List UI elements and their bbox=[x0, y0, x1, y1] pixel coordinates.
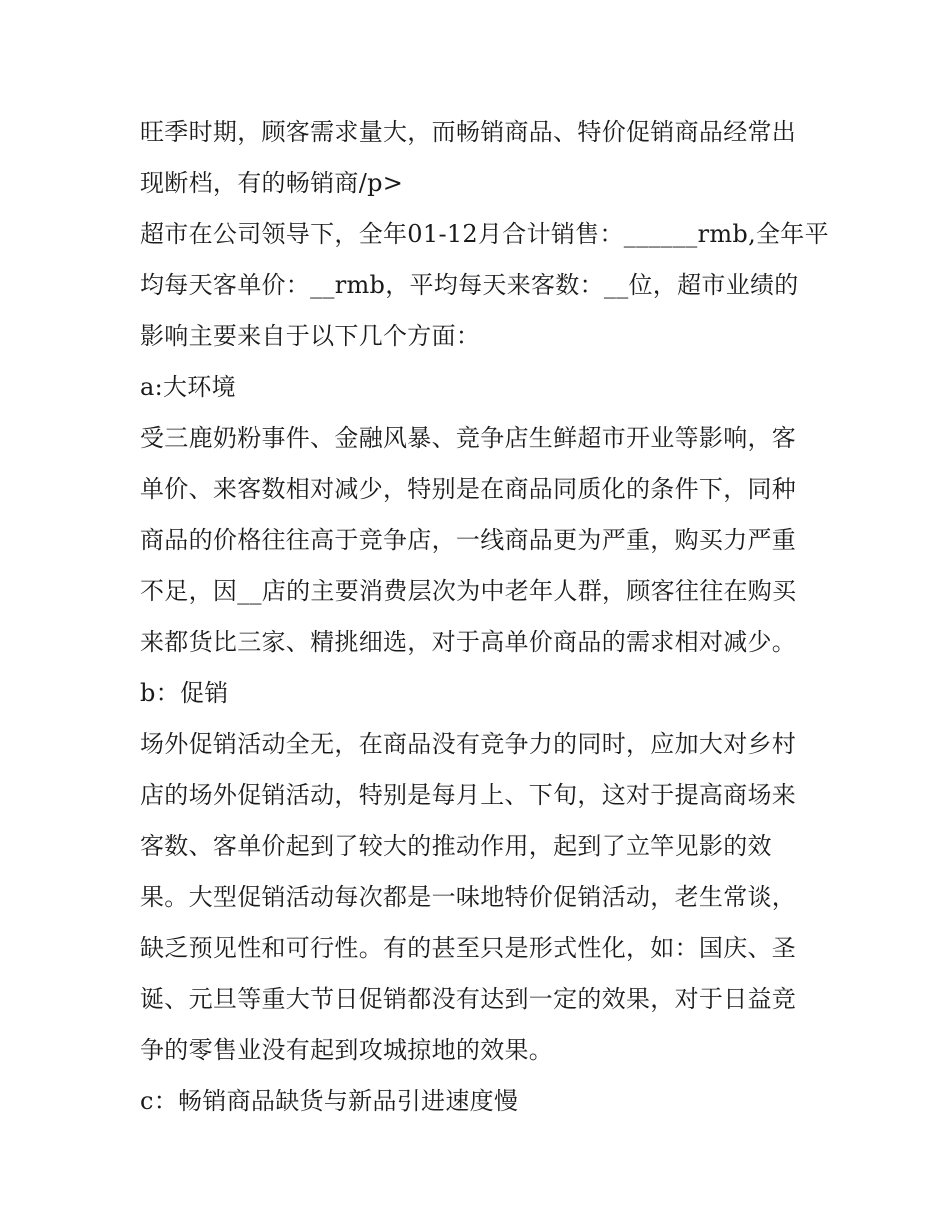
text-line: 旺季时期，顾客需求量大，而畅销商品、特价促销商品经常出 bbox=[140, 118, 797, 146]
text-line: 缺乏预见性和可行性。有的甚至只是形式性化，如：国庆、圣 bbox=[140, 934, 797, 962]
text-line: 诞、元旦等重大节日促销都没有达到一定的效果，对于日益竞 bbox=[140, 985, 797, 1013]
text-line: 场外促销活动全无，在商品没有竞争力的同时，应加大对乡村 bbox=[140, 730, 797, 758]
text-line: 店的场外促销活动，特别是每月上、下旬，这对于提高商场来 bbox=[140, 781, 797, 809]
section-heading-b: b：促销 bbox=[140, 679, 229, 707]
text-line: 单价、来客数相对减少，特别是在商品同质化的条件下，同种 bbox=[140, 475, 797, 503]
text-line: 来都货比三家、精挑细选，对于高单价商品的需求相对减少。 bbox=[140, 628, 797, 656]
text-line: 受三鹿奶粉事件、金融风暴、竞争店生鲜超市开业等影响，客 bbox=[140, 424, 797, 452]
section-heading-a: a:大环境 bbox=[140, 373, 236, 401]
section-heading-c: c：畅销商品缺货与新品引进速度慢 bbox=[140, 1087, 519, 1115]
text-line: 影响主要来自于以下几个方面： bbox=[140, 322, 481, 350]
text-line: 不足，因__店的主要消费层次为中老年人群，顾客往往在购买 bbox=[140, 577, 797, 605]
text-line: 现断档，有的畅销商/p> bbox=[140, 169, 404, 197]
text-line: 商品的价格往往高于竞争店，一线商品更为严重，购买力严重 bbox=[140, 526, 797, 554]
text-line: 客数、客单价起到了较大的推动作用，起到了立竿见影的效 bbox=[140, 832, 772, 860]
document-body bbox=[140, 107, 829, 1127]
text-line: 超市在公司领导下，全年01-12月合计销售：______rmb,全年平 bbox=[140, 220, 829, 248]
text-line: 果。大型促销活动每次都是一味地特价促销活动，老生常谈， bbox=[140, 883, 797, 911]
text-line: 争的零售业没有起到攻城掠地的效果。 bbox=[140, 1036, 554, 1064]
text-line: 均每天客单价：__rmb，平均每天来客数：__位，超市业绩的 bbox=[140, 271, 799, 299]
